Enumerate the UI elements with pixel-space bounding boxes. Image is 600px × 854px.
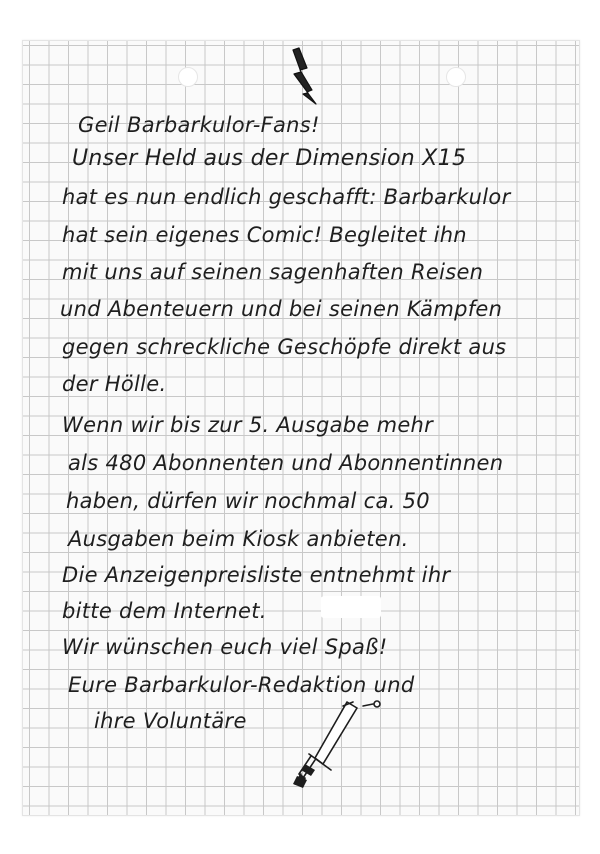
letter-line: Wenn wir bis zur 5. Ausgabe mehr: [62, 413, 434, 437]
correction-fluid-patch: [321, 596, 381, 618]
letter-line: haben, dürfen wir nochmal ca. 50: [66, 489, 430, 513]
letter-line: ihre Voluntäre: [94, 709, 247, 733]
letter-line: Unser Held aus der Dimension X15: [72, 146, 467, 171]
letter-line: Geil Barbarkulor-Fans!: [78, 113, 320, 137]
punch-hole-left: [178, 67, 198, 87]
letter-line: der Hölle.: [62, 372, 167, 396]
letter-line: als 480 Abonnenten und Abonnentinnen: [68, 451, 504, 475]
sword-icon: [285, 694, 405, 794]
letter-line: Eure Barbarkulor-Redaktion und: [68, 673, 415, 697]
letter-line: hat es nun endlich geschafft: Barbarkulor: [62, 185, 511, 209]
letter-line: Wir wünschen euch viel Spaß!: [62, 635, 388, 659]
letter-line: Ausgaben beim Kiosk anbieten.: [68, 527, 409, 551]
lightning-bolt-arrow-icon: [285, 46, 325, 108]
letter-line: bitte dem Internet.: [62, 599, 267, 623]
letter-line: hat sein eigenes Comic! Begleitet ihn: [62, 223, 467, 247]
letter-line: und Abenteuern und bei seinen Kämpfen: [60, 297, 503, 321]
letter-line: Die Anzeigenpreisliste entnehmt ihr: [62, 563, 451, 587]
graph-paper-sheet: [22, 40, 580, 816]
punch-hole-right: [446, 67, 466, 87]
letter-line: mit uns auf seinen sagenhaften Reisen: [62, 260, 484, 284]
letter-line: gegen schreckliche Geschöpfe direkt aus: [62, 335, 507, 359]
